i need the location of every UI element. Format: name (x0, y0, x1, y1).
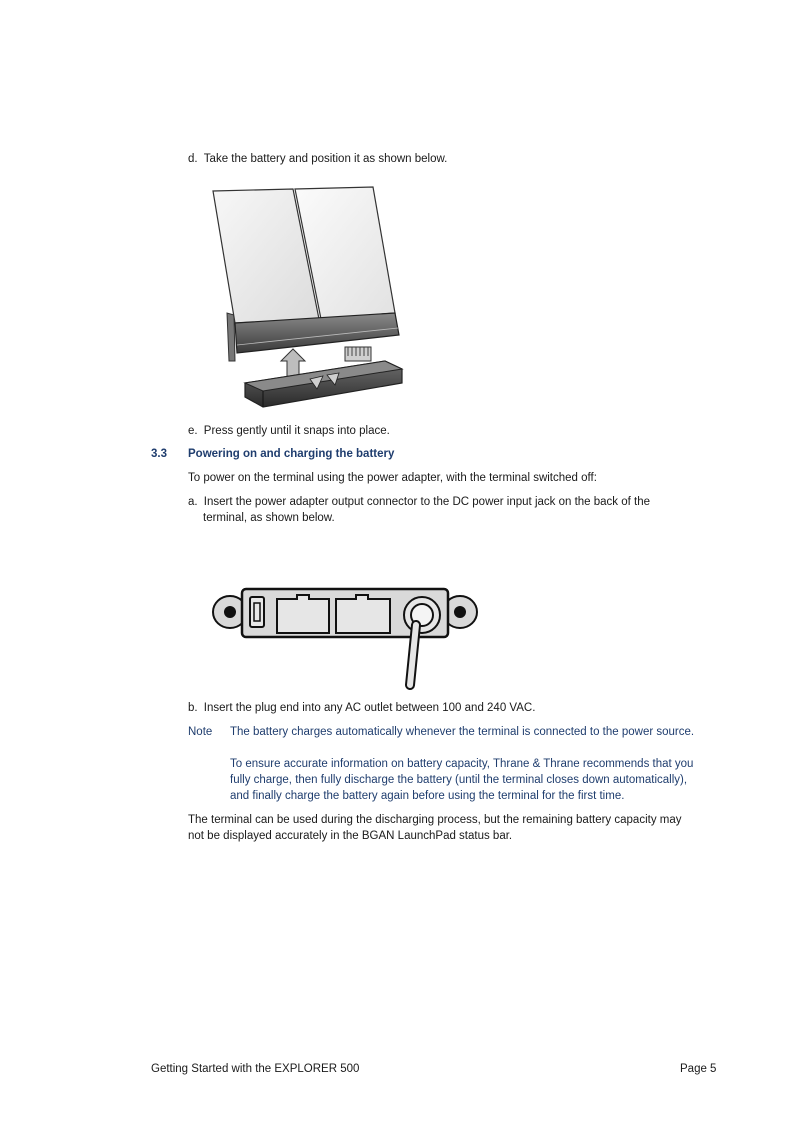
step-a-text-line1: Insert the power adapter output connector to the DC power input jack on the back of the (203, 496, 651, 508)
footer-title: Getting Started with the EXPLORER 500 (151, 1063, 360, 1075)
step-b (188, 702, 535, 714)
footer-page-number: Page 5 (680, 1063, 717, 1075)
battery-illustration (205, 183, 410, 411)
step-a (188, 496, 650, 508)
step-e (188, 425, 390, 437)
step-b-text: Insert the plug end into any AC outlet between 100 and 240 VAC. (203, 702, 536, 714)
note-line1: The battery charges automatically whenever the terminal is connected to the power source. (230, 726, 695, 738)
step-e-text: Press gently until it snaps into place. (203, 425, 390, 437)
note-para2-line2: fully charge, then fully discharge the battery (until the terminal closes down automatically), (230, 774, 688, 786)
step-e-marker: e. (188, 425, 198, 437)
connector-panel-illustration (210, 585, 480, 690)
note-para2-line1: To ensure accurate information on battery capacity, Thrane & Thrane recommends that you (230, 758, 694, 770)
note-para2-line3: and finally charge the battery again before using the terminal for the first time. (230, 790, 625, 802)
note-label: Note (188, 726, 213, 738)
step-b-marker: b. (188, 702, 198, 714)
step-d-marker: d. (188, 153, 198, 165)
closing-line2: not be displayed accurately in the BGAN LaunchPad status bar. (188, 830, 513, 842)
closing-line1: The terminal can be used during the discharging process, but the remaining battery capacity may (188, 814, 682, 826)
step-d-text: Take the battery and position it as shown below. (203, 153, 448, 165)
section-number: 3.3 (151, 448, 167, 460)
step-a-marker: a. (188, 496, 198, 508)
section-intro: To power on the terminal using the power adapter, with the terminal switched off: (188, 472, 597, 484)
section-title: Powering on and charging the battery (188, 448, 395, 460)
step-d (188, 153, 447, 165)
step-a-text-line2: terminal, as shown below. (203, 512, 335, 524)
